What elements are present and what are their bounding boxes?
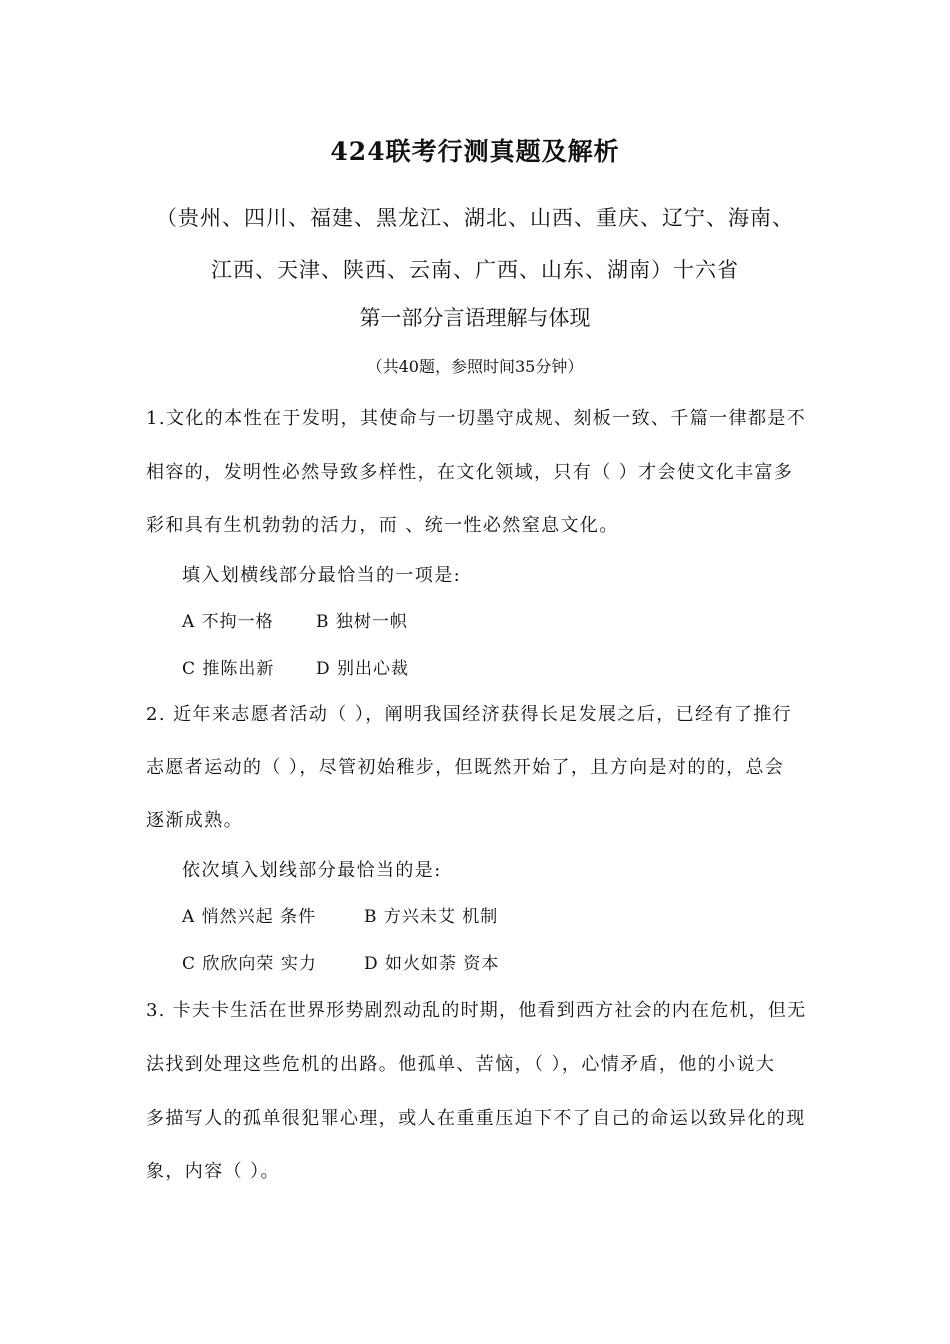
question-1-option-d: D 别出心裁: [316, 659, 410, 679]
question-2-prompt: 依次填入划线部分最恰当的是:: [182, 860, 442, 881]
question-2-options-row-2: [182, 949, 499, 974]
question-3-line-3: 多描写人的孤单很犯罪心理，或人在重重压迫下不了自己的命运以致异化的现: [146, 1108, 806, 1129]
question-1-line-2: 相容的，发明性必然导致多样性，在文化领域，只有（ ）才会使文化丰富多: [146, 462, 794, 483]
provinces-line-1: （贵州、四川、福建、黑龙江、湖北、山西、重庆、辽宁、海南、: [156, 206, 794, 230]
question-1-option-a: A 不拘一格: [182, 612, 274, 632]
question-2-options-row-1: [182, 902, 498, 927]
question-2-option-a: A 悄然兴起 条件: [182, 907, 317, 927]
question-3-line-2: 法找到处理这些危机的出路。他孤单、苦恼，（ ），心情矛盾，他的小说大: [146, 1054, 776, 1075]
section-title: 第一部分言语理解与体现: [359, 306, 591, 330]
question-1-option-b: B 独树一帜: [316, 612, 408, 632]
question-2-option-c: C 欣欣向荣 实力: [182, 954, 317, 974]
question-1-line-1: 1.文化的本性在于发明，其使命与一切墨守成规、刻板一致、千篇一律都是不: [146, 408, 807, 429]
document-title: 424联考行测真题及解析: [330, 137, 620, 166]
question-2-line-3: 逐渐成熟。: [146, 810, 243, 831]
question-1-options-row-1: [182, 607, 408, 632]
question-1-option-c: C 推陈出新: [182, 659, 275, 679]
section-note: （共40题，参照时间35分钟）: [366, 357, 584, 376]
question-1-options-row-2: [182, 654, 409, 679]
question-2-line-2: 志愿者运动的（ ），尽管初始稚步，但既然开始了，且方向是对的的，总会: [146, 757, 785, 778]
question-3-line-4: 象，内容（ ）。: [146, 1161, 280, 1182]
question-2-line-1: 2. 近年来志愿者活动（ ），阐明我国经济获得长足发展之后，已经有了推行: [146, 704, 793, 725]
question-1-line-3: 彩和具有生机勃勃的活力，而 、统一性必然窒息文化。: [146, 515, 619, 536]
question-2-option-d: D 如火如荼 资本: [364, 954, 500, 974]
question-3-line-1: 3. 卡夫卡生活在世界形势剧烈动乱的时期，他看到西方社会的内在危机，但无: [146, 1000, 807, 1021]
provinces-line-2: 江西、天津、陕西、云南、广西、山东、湖南）十六省: [211, 258, 739, 282]
question-2-option-b: B 方兴未艾 机制: [364, 907, 499, 927]
question-1-prompt: 填入划横线部分最恰当的一项是:: [182, 565, 462, 586]
